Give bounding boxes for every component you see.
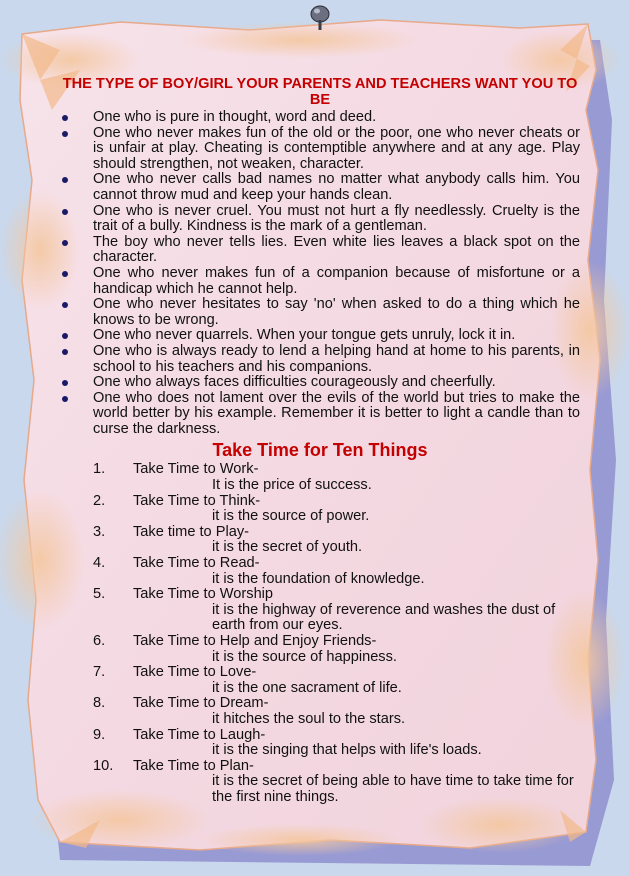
bullet-icon — [62, 177, 68, 183]
item-number: 9. — [93, 726, 106, 743]
list-item: One who always faces difficulties courageously and cheerfully. — [60, 375, 580, 391]
item-description: it is the one sacrament of life. — [212, 679, 402, 696]
item-number: 3. — [93, 523, 106, 540]
bullet-icon — [62, 271, 68, 277]
bullet-icon — [62, 333, 68, 339]
item-description: it is the singing that helps with life's loads. — [212, 742, 482, 759]
bullet-icon — [62, 396, 68, 402]
list-item — [60, 525, 580, 556]
list-item: One who never makes fun of a companion because of misfortune or a handicap which he cannot help. — [60, 266, 580, 297]
item-number: 5. — [93, 586, 106, 603]
item-description: it is the highway of reverence and washes the dust of earth from our eyes. — [212, 601, 556, 634]
list-item — [60, 759, 580, 806]
item-label: Take Time to Laugh- — [133, 726, 266, 743]
item-description: it is the foundation of knowledge. — [212, 570, 425, 587]
item-label: Take Time to Read- — [133, 555, 260, 572]
ten-things-list — [60, 462, 580, 805]
page-title: THE TYPE OF BOY/GIRL YOUR PARENTS AND TEACHERS WANT YOU TO BE — [62, 76, 578, 108]
list-item: One who never quarrels. When your tongue gets unruly, lock it in. — [60, 328, 580, 344]
list-item: One who never makes fun of the old or the poor, one who never cheats or is unfair at play. Cheating is contemptible anywhere and at any age. Play should strengthen, not weaken, character. — [60, 126, 580, 173]
item-number: 6. — [93, 633, 106, 649]
item-label: Take Time to Love- — [133, 664, 257, 681]
item-label: Take Time to Help and Enjoy Friends- — [133, 633, 377, 649]
document-body — [60, 76, 580, 806]
bullet-icon — [62, 380, 68, 386]
item-description: it is the secret of youth. — [212, 539, 363, 556]
item-description: it is the secret of being able to have time to take time for the first nine things. — [212, 773, 574, 805]
item-label: Take Time to Think- — [133, 492, 261, 509]
item-number: 1. — [93, 461, 106, 478]
list-item — [60, 556, 580, 587]
bullet-icon — [62, 302, 68, 308]
list-item — [60, 665, 580, 696]
list-item: One who never calls bad names no matter what anybody calls him. You cannot throw mud and keep your hands clean. — [60, 172, 580, 203]
list-item — [60, 634, 580, 665]
item-number: 2. — [93, 492, 106, 509]
item-number: 4. — [93, 555, 106, 572]
bullet-icon — [62, 240, 68, 246]
item-label: Take time to Play- — [133, 523, 249, 540]
list-item: One who is always ready to lend a helping hand at home to his parents, in school to his teachers and his companions. — [60, 344, 580, 375]
list-item: One who does not lament over the evils of the world but tries to make the world better by his example. Remember it is better to light a candle than to curse the darkness. — [60, 391, 580, 438]
list-item: One who never hesitates to say 'no' when asked to do a thing which he knows to be wrong. — [60, 297, 580, 328]
list-item — [60, 728, 580, 759]
item-description: it hitches the soul to the stars. — [212, 710, 406, 727]
item-label: Take Time to Dream- — [133, 695, 269, 712]
bullet-icon — [62, 349, 68, 355]
item-number: 10. — [93, 757, 114, 774]
qualities-list — [60, 110, 580, 437]
item-label: Take Time to Work- — [133, 461, 259, 478]
list-item — [60, 587, 580, 634]
section-title: Take Time for Ten Things — [212, 440, 428, 461]
list-item: One who is never cruel. You must not hurt a fly needlessly. Cruelty is the trait of a bully. Kindness is the mark of a gentleman. — [60, 204, 580, 235]
bullet-icon — [62, 209, 68, 215]
bullet-icon — [62, 115, 68, 121]
bullet-icon — [62, 131, 68, 137]
list-item — [60, 494, 580, 525]
item-number: 7. — [93, 664, 106, 681]
pushpin-icon — [305, 2, 335, 32]
item-label: Take Time to Plan- — [133, 757, 254, 774]
item-description: It is the price of success. — [212, 477, 372, 494]
item-description: it is the source of power. — [212, 508, 370, 525]
item-description: it is the source of happiness. — [212, 648, 397, 665]
list-item: The boy who never tells lies. Even white lies leaves a black spot on the character. — [60, 235, 580, 266]
list-item — [60, 696, 580, 727]
item-label: Take Time to Worship — [133, 586, 274, 603]
list-item — [60, 462, 580, 493]
item-number: 8. — [93, 695, 106, 712]
list-item: One who is pure in thought, word and deed. — [60, 110, 580, 126]
